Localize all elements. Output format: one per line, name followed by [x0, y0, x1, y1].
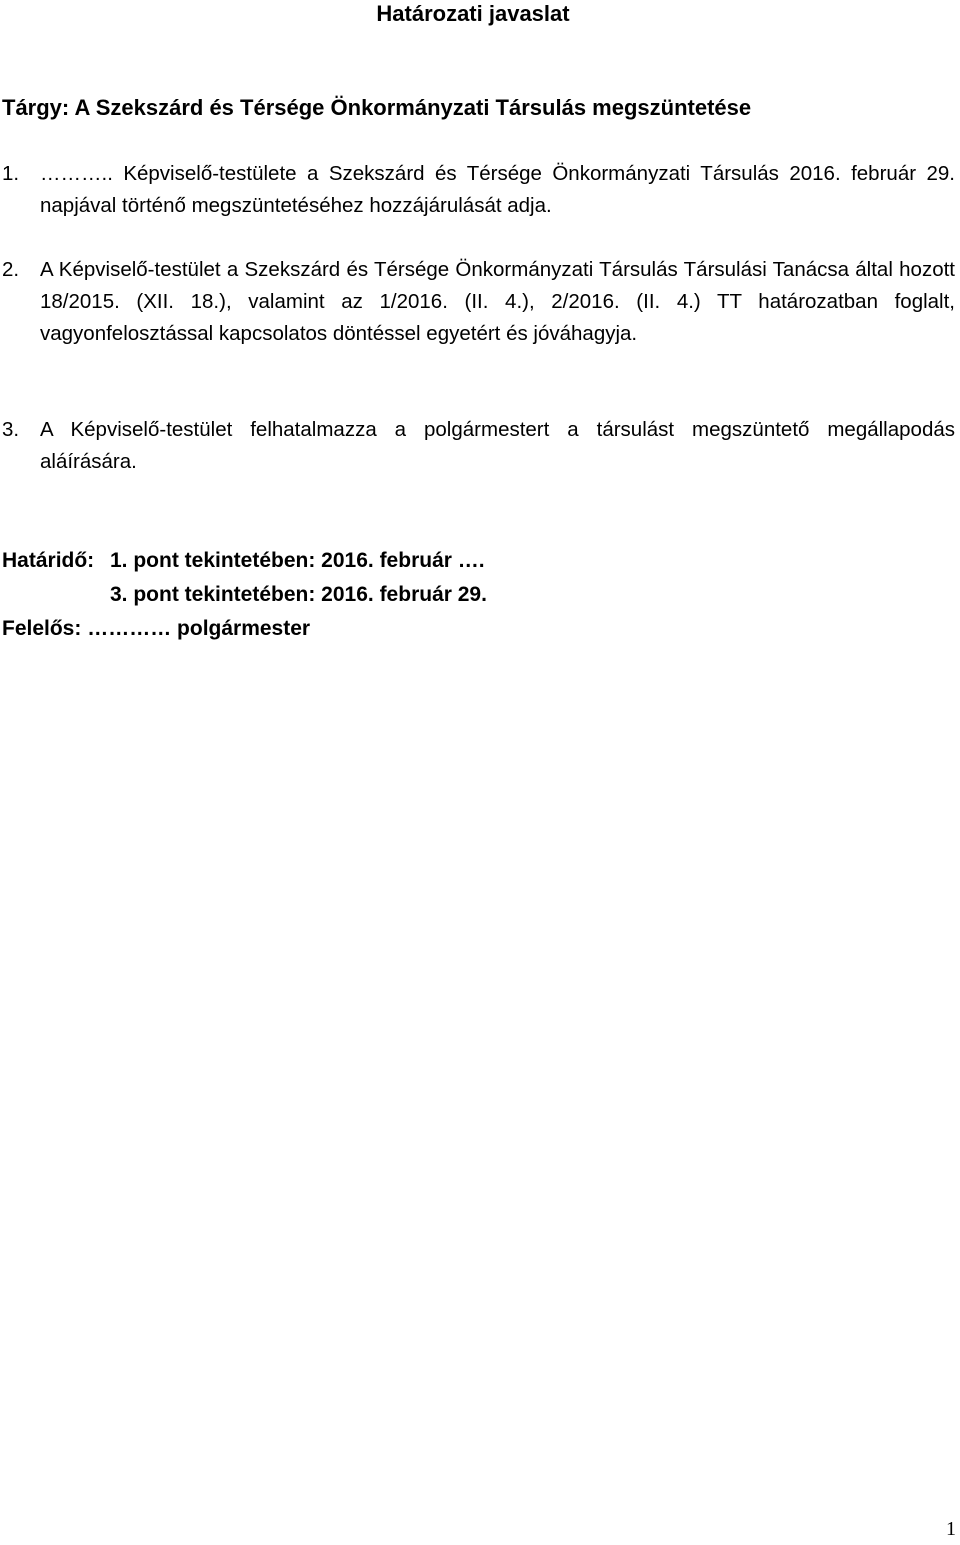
- document-title: Határozati javaslat: [376, 1, 570, 26]
- resolution-item-3: [2, 414, 955, 478]
- deadline-label: Határidő:: [2, 549, 95, 572]
- deadline-block: [2, 544, 952, 646]
- item-text: ……….. Képviselő-testülete a Szekszárd és Térsége Önkormányzati Társulás 2016. február 29. napjával történő megszüntetéséhez hozzájárulását adja.: [40, 162, 955, 217]
- deadline-line-1: 1. pont tekintetében: 2016. február ….: [110, 549, 485, 572]
- deadline-row-1: [2, 544, 952, 578]
- page-number: 1: [946, 1518, 956, 1540]
- item-text: A Képviselő-testület a Szekszárd és Térsége Önkormányzati Társulás Társulási Tanácsa által hozott 18/2015. (XII. 18.), valamint az 1/2016. (II. 4.), 2/2016. (II. 4.) TT határozatban foglalt, vagyonfelosztással kapcsolatos döntéssel egyetért és jóváhagyja.: [40, 258, 955, 345]
- item-number: 3.: [2, 418, 20, 441]
- deadline-row-2: [2, 578, 952, 612]
- item-number: 1.: [2, 162, 20, 185]
- item-number: 2.: [2, 258, 20, 281]
- responsible-label: Felelős:: [2, 617, 82, 640]
- responsible-row: [2, 612, 952, 646]
- responsible-value: ………… polgármester: [87, 617, 311, 640]
- resolution-item-2: [2, 254, 955, 350]
- item-text: A Képviselő-testület felhatalmazza a polgármestert a társulást megszüntető megállapodás aláírására.: [40, 418, 955, 473]
- resolution-item-1: [2, 158, 955, 222]
- document-subject: Tárgy: A Szekszárd és Térsége Önkormányzati Társulás megszüntetése: [2, 95, 752, 120]
- deadline-line-2: 3. pont tekintetében: 2016. február 29.: [110, 583, 487, 606]
